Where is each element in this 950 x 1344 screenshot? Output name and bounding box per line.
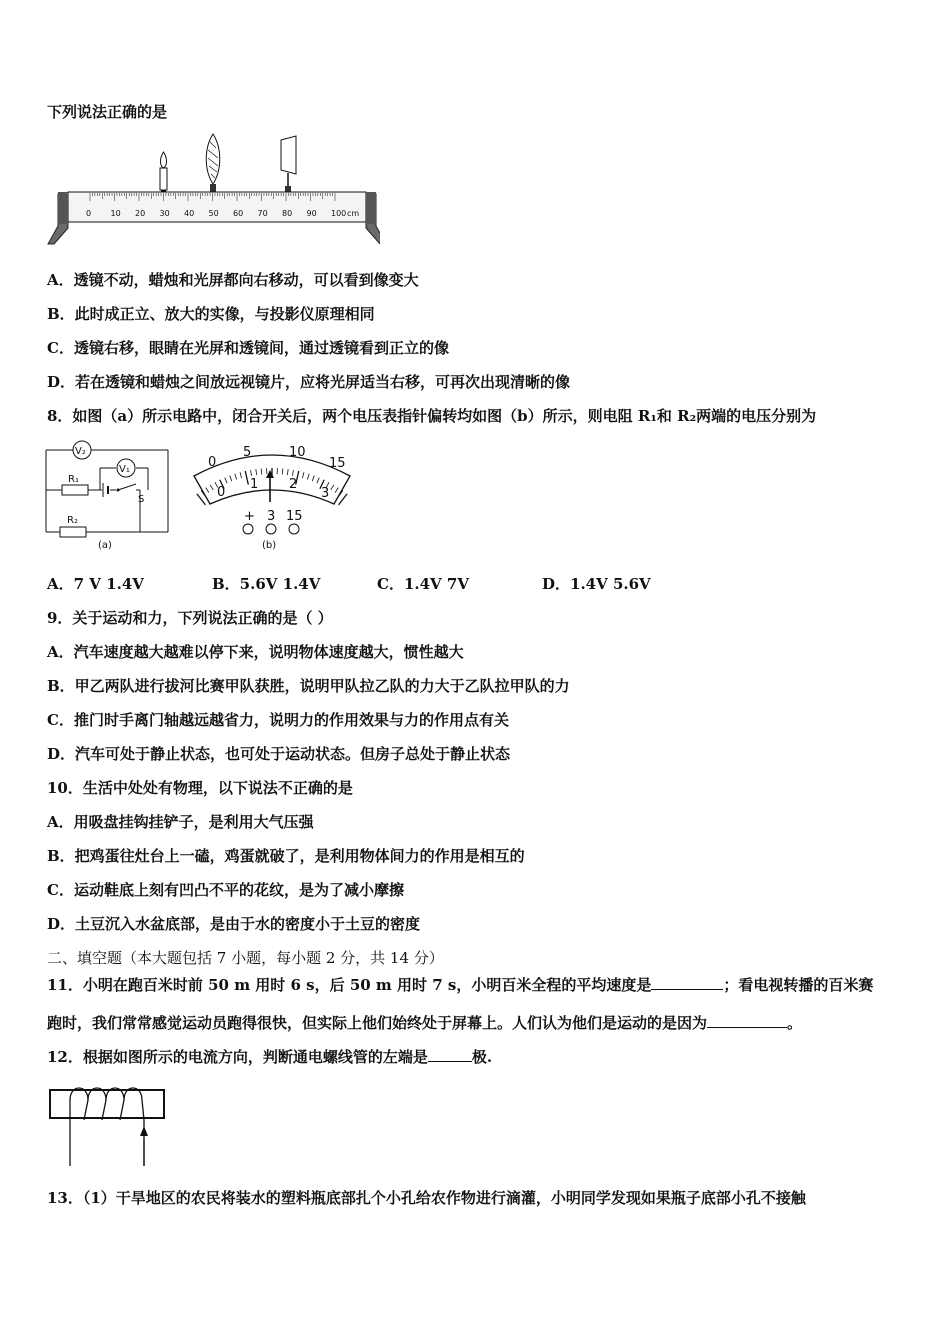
v2-label: V₂ bbox=[75, 446, 86, 457]
r1-label: R₁ bbox=[68, 474, 79, 485]
terminal-plus: + bbox=[244, 509, 255, 524]
q11-line-1-b: ；看电视转播的百米赛 bbox=[723, 976, 874, 994]
bench-label: 90 bbox=[306, 209, 317, 218]
dial-tick bbox=[261, 468, 262, 474]
q11-line-1-a: 11．小明在跑百米时前 50 m 用时 6 s，后 50 m 用时 7 s，小明百米全程的平均速度是 bbox=[47, 976, 652, 994]
bench-label: 10 bbox=[110, 209, 121, 218]
q11-line-1 bbox=[47, 974, 873, 995]
switch-icon bbox=[116, 484, 144, 505]
dial-bottom-1: 1 bbox=[250, 477, 259, 492]
voltmeter-v2-icon bbox=[73, 441, 91, 459]
q9-option-d: D．汽车可处于静止状态，也可处于运动状态。但房子总处于静止状态 bbox=[47, 745, 511, 763]
dial-top-15: 15 bbox=[329, 456, 346, 471]
switch-label: S bbox=[138, 494, 145, 505]
q13-stem: 13．（1）干旱地区的农民将装水的塑料瓶底部扎个小孔给农作物进行滴灌，小明同学发现如果瓶子底部小孔不接触 bbox=[47, 1189, 806, 1207]
light-screen-icon bbox=[281, 136, 296, 192]
q7-option-d: D．若在透镜和蜡烛之间放远视镜片，应将光屏适当右移，可再次出现清晰的像 bbox=[47, 373, 571, 391]
dial-bottom-0: 0 bbox=[217, 485, 226, 500]
q8-stem: 8．如图（a）所示电路中，闭合开关后，两个电压表指针偏转均如图（b）所示，则电阻 R₁和 R₂两端的电压分别为 bbox=[47, 407, 817, 425]
bench-label: 50 bbox=[208, 209, 219, 218]
dial-bottom-2: 2 bbox=[289, 477, 298, 492]
terminal-3: 3 bbox=[267, 509, 276, 524]
q7-stem: 下列说法正确的是 bbox=[47, 103, 168, 121]
dial-bottom-3: 3 bbox=[321, 486, 330, 501]
q11-line-2-b: 。 bbox=[787, 1014, 803, 1032]
bench-label: 80 bbox=[282, 209, 293, 218]
terminal-15: 15 bbox=[286, 509, 303, 524]
battery-icon bbox=[102, 482, 110, 498]
q10-option-a: A．用吸盘挂钩挂铲子，是利用大气压强 bbox=[47, 813, 314, 831]
dial-top-0: 0 bbox=[208, 455, 217, 470]
q11-line-2 bbox=[47, 1012, 802, 1033]
q9-option-b: B．甲乙两队进行拔河比赛甲队获胜，说明甲队拉乙队的力大于乙队拉甲队的力 bbox=[47, 677, 570, 695]
dial-tick bbox=[282, 468, 283, 474]
q12-stem bbox=[47, 1046, 492, 1067]
q11-line-2-a: 跑时，我们常常感觉运动员跑得很快，但实际上他们始终处于屏幕上。人们认为他们是运动的是因为 bbox=[47, 1014, 708, 1032]
voltmeter-v1-icon bbox=[117, 459, 135, 477]
q12-answer-blank[interactable] bbox=[428, 1046, 472, 1062]
convex-lens-icon bbox=[206, 134, 220, 192]
candle-icon bbox=[160, 152, 167, 194]
optical-bench-figure bbox=[40, 128, 380, 248]
q9-stem: 9．关于运动和力，下列说法正确的是（ ） bbox=[47, 609, 333, 627]
circuit-diagram-a bbox=[40, 440, 175, 555]
bench-label: 30 bbox=[159, 209, 170, 218]
q9-option-a: A．汽车速度越大越难以停下来，说明物体速度越大，惯性越大 bbox=[47, 643, 464, 661]
resistor-r2 bbox=[60, 527, 86, 537]
figure-b-caption: (b) bbox=[262, 540, 277, 551]
q10-stem: 10．生活中处处有物理，以下说法不正确的是 bbox=[47, 779, 353, 797]
dial-top-5: 5 bbox=[243, 445, 252, 460]
q12-stem-b: 极. bbox=[471, 1048, 493, 1066]
q9-option-c: C．推门时手离门轴越远越省力，说明力的作用效果与力的作用点有关 bbox=[47, 711, 509, 729]
bench-label: 20 bbox=[135, 209, 146, 218]
q7-option-b: B．此时成正立、放大的实像，与投影仪原理相同 bbox=[47, 305, 375, 323]
q10-option-d: D．土豆沉入水盆底部，是由于水的密度小于土豆的密度 bbox=[47, 915, 421, 933]
current-direction-arrow-icon bbox=[140, 1126, 148, 1166]
q8-option-c: C．1.4V 7V bbox=[377, 575, 469, 593]
voltmeter-dial-b bbox=[188, 440, 358, 560]
q8-option-b: B．5.6V 1.4V bbox=[212, 575, 321, 593]
solenoid-figure bbox=[44, 1080, 184, 1170]
bench-label: 40 bbox=[184, 209, 195, 218]
resistor-r1 bbox=[62, 485, 88, 495]
v1-label: V₁ bbox=[119, 464, 130, 475]
q11-answer-blank-1[interactable] bbox=[651, 974, 723, 990]
dial-top-10: 10 bbox=[289, 445, 306, 460]
bench-label: 70 bbox=[257, 209, 268, 218]
q7-option-a: A．透镜不动，蜡烛和光屏都向右移动，可以看到像变大 bbox=[47, 271, 419, 289]
bench-label: 100 bbox=[331, 209, 347, 218]
q7-option-c: C．透镜右移，眼睛在光屏和透镜间，通过透镜看到正立的像 bbox=[47, 339, 449, 357]
q8-option-a: A．7 V 1.4V bbox=[47, 575, 144, 593]
q8-option-d: D．1.4V 5.6V bbox=[542, 575, 651, 593]
q10-option-c: C．运动鞋底上刻有凹凸不平的花纹，是为了减小摩擦 bbox=[47, 881, 404, 899]
r2-label: R₂ bbox=[67, 515, 78, 526]
bench-label: 0 bbox=[86, 209, 92, 218]
figure-a-caption: (a) bbox=[98, 540, 112, 551]
bench-label: 60 bbox=[233, 209, 244, 218]
section-2-title: 二、填空题（本大题包括 7 小题，每小题 2 分，共 14 分） bbox=[47, 949, 444, 967]
q12-stem-a: 12．根据如图所示的电流方向，判断通电螺线管的左端是 bbox=[47, 1048, 428, 1066]
q11-answer-blank-2[interactable] bbox=[707, 1012, 787, 1028]
bench-label: cm bbox=[347, 209, 360, 218]
q10-option-b: B．把鸡蛋往灶台上一磕，鸡蛋就破了，是利用物体间力的作用是相互的 bbox=[47, 847, 525, 865]
